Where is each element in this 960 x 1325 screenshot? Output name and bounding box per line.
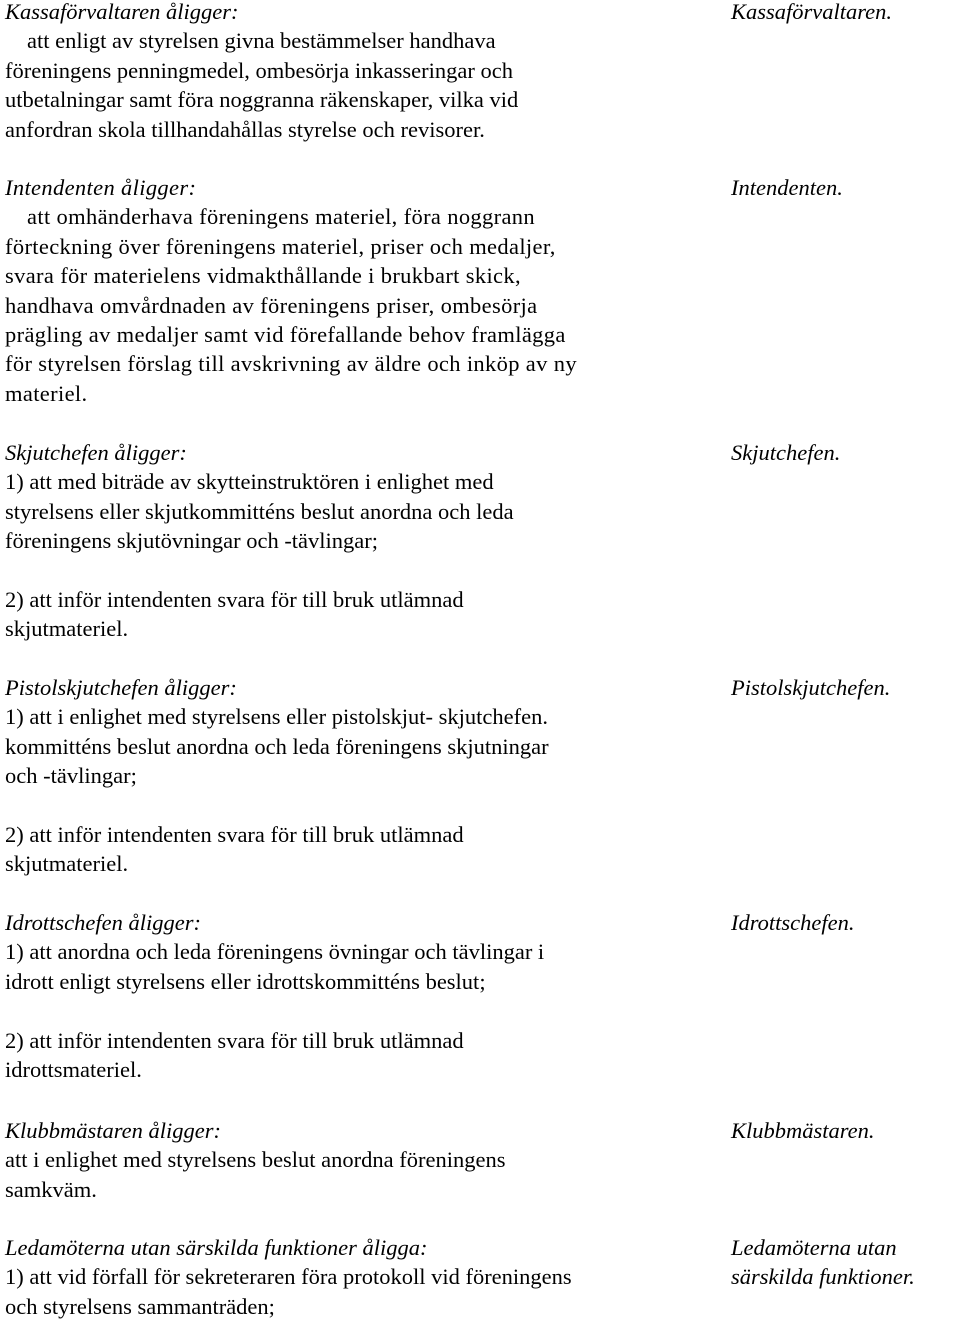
section-skjutchefen	[5, 438, 715, 556]
paragraph-line: 2) att inför intendenten svara för till bruk utlämnad	[5, 1028, 464, 1053]
paragraph-line: prägling av medaljer samt vid förefallande behov framlägga	[5, 322, 566, 348]
paragraph-line: idrott enligt styrelsens eller idrottskommitténs beslut;	[5, 968, 486, 994]
section-heading: Skjutchefen åligger:	[5, 440, 187, 465]
section-idrottschefen	[5, 908, 715, 996]
section-pistolskjutchefen-item2	[5, 820, 715, 879]
margin-label-pistolskjutchefen: Pistolskjutchefen.	[731, 675, 891, 700]
paragraph-line: anfordran skola tillhandahållas styrelse och revisorer.	[5, 116, 485, 142]
paragraph-line: materiel.	[5, 380, 88, 406]
paragraph-line: att enligt av styrelsen givna bestämmelser handhava	[27, 28, 496, 54]
margin-label-line: Ledamöterna utan	[731, 1235, 897, 1260]
paragraph-line: 1) att med biträde av skytteinstruktören i enlighet med	[5, 469, 494, 495]
paragraph-line: skjutmateriel.	[5, 851, 129, 877]
paragraph-line: och -tävlingar;	[5, 763, 137, 789]
paragraph-line: för styrelsen förslag till avskrivning av äldre och inköp av ny	[5, 351, 577, 377]
paragraph-line: att i enlighet med styrelsens beslut anordna föreningens	[5, 1147, 506, 1173]
paragraph-line: utbetalningar samt föra noggranna räkenskaper, vilka vid	[5, 87, 519, 113]
section-heading: Intendenten åligger:	[5, 175, 197, 200]
section-heading: Klubbmästaren åligger:	[5, 1118, 222, 1143]
paragraph-line: 1) att vid förfall för sekreteraren föra protokoll vid föreningens	[5, 1264, 572, 1290]
margin-label-ledamoterna	[731, 1233, 960, 1292]
paragraph-line: handhava omvårdnaden av föreningens priser, ombesörja	[5, 292, 538, 318]
section-klubbmastaren	[5, 1116, 715, 1204]
section-kassaforvaltaren	[5, 0, 715, 144]
paragraph-line: 2) att inför intendenten svara för till bruk utlämnad	[5, 587, 464, 612]
paragraph-line: föreningens penningmedel, ombesörja inkasseringar och	[5, 57, 513, 83]
margin-label-kassaforvaltaren: Kassaförvaltaren.	[731, 0, 893, 24]
paragraph-line: förteckning över föreningens materiel, priser och medaljer,	[5, 233, 556, 259]
margin-label-skjutchefen: Skjutchefen.	[731, 440, 841, 465]
section-idrottschefen-item2	[5, 1026, 715, 1085]
paragraph-line: 1) att i enlighet med styrelsens eller pistolskjut- skjutchefen.	[5, 704, 548, 730]
paragraph-line: svara för materielens vidmakthållande i brukbart skick,	[5, 263, 521, 289]
section-heading: Idrottschefen åligger:	[5, 910, 201, 935]
margin-label-idrottschefen: Idrottschefen.	[731, 910, 855, 935]
paragraph-line: idrottsmateriel.	[5, 1057, 142, 1083]
paragraph-line: att omhänderhava föreningens materiel, föra noggrann	[27, 204, 536, 230]
margin-label-line: särskilda funktioner.	[731, 1264, 915, 1290]
paragraph-line: och styrelsens sammanträden;	[5, 1293, 275, 1319]
margin-label-intendenten: Intendenten.	[731, 175, 843, 200]
paragraph-line: 2) att inför intendenten svara för till bruk utlämnad	[5, 822, 464, 847]
section-heading: Kassaförvaltaren åligger:	[5, 0, 239, 24]
section-ledamoterna	[5, 1233, 715, 1321]
section-heading: Ledamöterna utan särskilda funktioner åligga:	[5, 1235, 428, 1260]
section-intendenten	[5, 173, 715, 408]
paragraph-line: styrelsens eller skjutkommitténs beslut anordna och leda	[5, 498, 514, 524]
section-skjutchefen-item2	[5, 585, 715, 644]
margin-label-klubbmastaren: Klubbmästaren.	[731, 1118, 875, 1143]
paragraph-line: föreningens skjutövningar och -tävlingar;	[5, 528, 379, 554]
section-heading: Pistolskjutchefen åligger:	[5, 675, 237, 700]
paragraph-line: samkväm.	[5, 1176, 97, 1202]
paragraph-line: kommitténs beslut anordna och leda föreningens skjutningar	[5, 733, 549, 759]
paragraph-line: skjutmateriel.	[5, 616, 129, 642]
section-pistolskjutchefen	[5, 673, 715, 791]
paragraph-line: 1) att anordna och leda föreningens övningar och tävlingar i	[5, 939, 545, 965]
